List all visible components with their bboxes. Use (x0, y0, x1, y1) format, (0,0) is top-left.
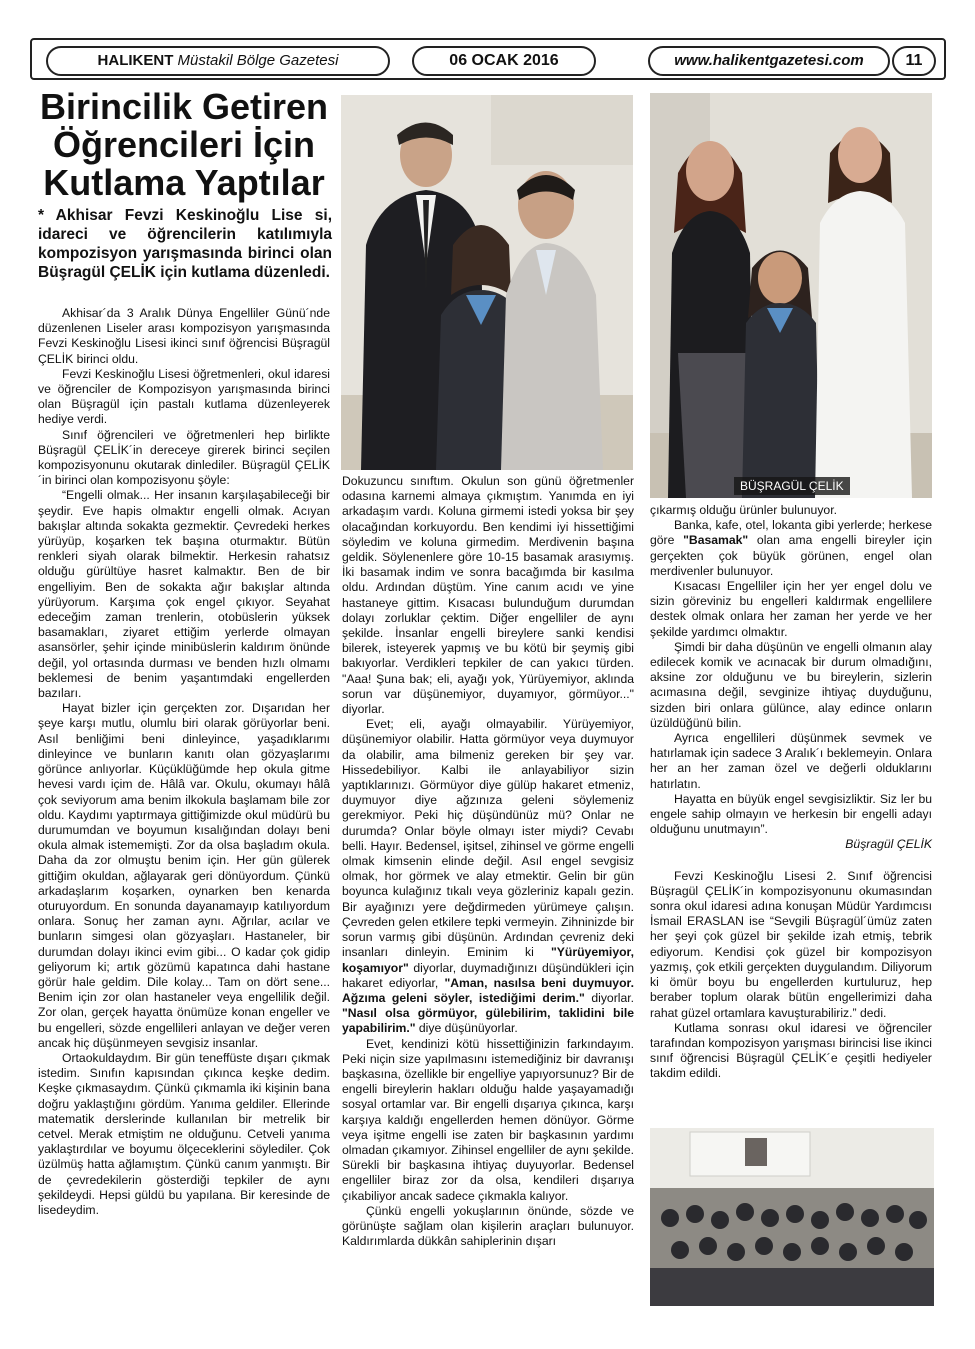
text-run: diyorlar, duymadığınızı düşündükleri için hakaret ediyorlar, (342, 960, 634, 990)
paragraph (650, 518, 932, 579)
photo-teachers-with-student (341, 95, 633, 470)
paragraph: “Engelli olmak... Her insanın karşılaşabileceği bir şeydir. Eve hapis olmaktır engelli olmak. Acıyan bakışlar altında sokakta gezmektir. Çevredeki herkes yürüyüp, koşarken tek başına oturmaktır. Bütün renkleri siyah olarak bilmektir. Herkesin rahatsız olduğu gürültüye hasret kalmaktır. Ben de bir engelliyim. Ben de sokakta ağır bakışlar altında yürüyorum. Karşıma çok engel çıkıyor. Seyahat edeceğim zaman trenlerin, otobüslerin yüksek basamakları, ziyaret ettiğim yerlerde olmayan asansörler, şehir içinde minibüslerin kaldırım önünde değil, yol ortasında durması ve benden hızlı olmamı beklemesi de benim yaşantımdaki engellerden bazıları. (38, 488, 330, 701)
paragraph: Çünkü engelli yokuşlarının önünde, sözde ve görünüşte sağlam olan kişilerin araçları bulunuyor. Kaldırımlarda dükkân sahiplerinin dışarı (342, 1203, 634, 1249)
text-run: Banka, kafe, otel, lokanta gibi yerlerde; herkese göre (650, 518, 932, 548)
paragraph: Ayrıca engellileri düşünmek sevmek ve hatırlamak için sadece 3 Aralık´ı beklemeyin. Onlara her an her zaman özel ve değerli olduklarını hatırlatın. (650, 731, 932, 791)
paragraph: Şimdi bir daha düşünün ve engelli olmanın alay edilecek komik ve acınacak bir durum olmadığını, aksine zor olduğunu ve bu bireylerin, sizlerin acımasına değil, sevginize ihtiyaç duyduğunu, sizden biri onlara gülünce, alay edince onların üzüldüğünü bilin. (650, 639, 932, 730)
issue-date: 06 OCAK 2016 (412, 46, 596, 76)
quote-bold: "Nasıl olsa görmüyor, gülebilirim, taklidini bile yapabilirim." (342, 1006, 634, 1036)
column-2 (342, 474, 634, 1249)
paragraph: Fevzi Keskinoğlu Lisesi öğretmenleri, okul idaresi ve öğrenciler de Kompozisyon yarışmasında birinci olan Büşragül için pastalı kutlama düzenleyerek hediye verdi. (38, 366, 330, 427)
photo-caption: BÜŞRAGÜL ÇELİK (734, 477, 850, 495)
paragraph: Akhisar´da 3 Aralık Dünya Engelliler Günü´nde düzenlenen Liseler arası kompozisyon yarışmasında Fevzi Keskinoğlu Lisesi ikinci sınıf öğrencisi Büşragül ÇELİK birinci oldu. (38, 306, 330, 366)
quote-bold: "Aman, nasılsa beni duymuyor. Ağzıma geleni söyler, istediğimi derim." (342, 975, 634, 1005)
photo-illustration (650, 93, 932, 498)
text-run: diyorlar. (584, 990, 635, 1005)
photo-illustration (650, 1128, 934, 1306)
paragraph: çıkarmış olduğu ürünler bulunuyor. (650, 503, 837, 517)
paragraph: Ortaokuldaydım. Bir gün teneffüste dışarı çıkmak istedim. Sınıfın kapısından çıkınca keşke dedim. Keşke çıkmasaydım. Çünkü çıkmamla iki kişinin bana doğru yaklaştığını gördüm. Yanıma geldiler. Ellerinde matematik derslerinde kullanılan bir metrelik bir cetvel. Merak etmiştim ne olduğunu. Cetveli yanıma yaklaştırdılar ve boyumu ölçeceklerini söylediler. Çok üzülmüş hatta ağlamıştım. Çünkü canım yanmıştı. Bir de çevredekilerin gösterdiği tepkiler de aynı şekildeydi. Hepsi güldü bu yapılana. Bir keresinde de lisedeydim. (38, 1050, 330, 1217)
website-link[interactable]: www.halikentgazetesi.com (648, 46, 890, 76)
text-run: Evet; eli, ayağı olmayabilir. Yürüyemiyor, düşünemiyor olabilir. Hatta görmüyor veya duymuyor da olabilir, ama bilmeniz gereken bir şey var. Hissedebiliyor. Kalbi ile anlayabiliyor sizin yaptıklarınızı. Görmüyor diye gülüp hakaret etmeniz, duymuyor diye ağzınıza geleni söylemeniz gerekmiyor. Peki hiç düşündünüz mü? Onlar ne durumda? Onlar böyle olmayı ister miydi? Cevabı belli. Hayır. Bedensel, işitsel, zihinsel ve görme engelli olmak kimsenin elinde değil. Asıl engel sevgisiz olmak, hor görmek ve alay etmektir. Gelin bir gün boyunca kulağınız tıkalı veya gözleriniz kapalı gezin. Bir ayağınızı yere değdirmeden yürümeye çalışın. Çevreden gelen etkilere tepki vermeyin. Zihninizde bir sorun varmış gibi düşünün. Ardından çevreniz deki insanları dinleyin. Eminim ki (342, 717, 634, 960)
paragraph: Dokuzuncu sınıftım. Okulun son günü öğretmenler odasına karnemi almaya çıkmıştım. Yanımda en iyi arkadaşım vardı. Koluna girmemi istedi yoksa bir şey olacağından korkuyordu. Ben kendimi iyi hissettiğimi söyledim ve koluna girmedim. Merdivenin başına geldik. Söylenenlere göre 10-15 basamak arasıymış. İki basamak indim ve sonra bacağımda bir kasılma oldu. Ardından düştüm. Yine canım acıdı ve yine hastaneye gittim. Kısacası bulunduğum durumdan dolayı zorluklar çektim. Diğer engelliler de aynı şekilde. İnsanlar engelli bireylere sanki kendisi bilerek, isteyerek yapmış ve bu kötü bir şeymiş gibi bakıyorlar. Verdikleri tepkiler de can yakıcı türden. "Aaa! Şuna bak; eli, ayağı yok, Yürüyemiyor, aklında sorun var düşünemiyor, duyamıyor, görmüyor..." diyorlar. (342, 474, 634, 717)
paragraph: Sınıf öğrencileri ve öğretmenleri hep birlikte Büşragül ÇELİK´in dereceye girerek birinci seçilen kompozisyonunu okutarak dinlediler. Büşragül ÇELİK´in birinci olan kompozisyonu şöyle: (38, 427, 330, 488)
column-3 (650, 503, 932, 1082)
paragraph (342, 717, 634, 1036)
paper-name: HALIKENT (97, 52, 174, 69)
quote-bold: "Basamak" (683, 533, 749, 548)
text-run: olan ama engelli bireyler için gerçekten çok büyük görünen, engel olan merdivenler bulunuyor. (650, 533, 932, 578)
page-number: 11 (892, 46, 936, 76)
paragraph: Hayatta en büyük engel sevgisizliktir. Siz ler bu engele sahip olmayın ve herkesin bir engelli adayı olduğunu unutmayın”. (650, 791, 932, 837)
paragraph: Kutlama sonrası okul idaresi ve öğrenciler tarafından kompozisyon yarışması birincisi lise ikinci sınıf öğrencisi Büşragül ÇELİK´e çeşitli hediyeler takdim edildi. (650, 1020, 932, 1081)
article-lead: * Akhisar Fevzi Keskinoğlu Lise si, idareci ve öğrencilerin katılımıyla kompozisyon yarışmasında birinci olan Büşragül ÇELİK için kutlama düzenledi. (38, 207, 332, 281)
paragraph: Hayat bizler için gerçekten zor. Dışarıdan her şeye karşı mutlu, olumlu biri olarak görüyorlar beni. Asıl benliğimi beni dinleyince, yaşadıklarımı dinleyince ve bunların kanıtı olan gözyaşlarımı görünce anlıyorlar. Küçüklüğümde hep okula gitme hevesi vardı içim de. Hâlâ var. Okulu, okumayı hâlâ çok seviyorum ama benim ilkokula başlamam bile zor oldu. Kaydımı yaptırmaya gittiğimizde okul müdürü bu durumumdan ve boyumun kısalığından dolayı beni okula almak istememişti. Zor da olsa başladım okula. Daha da zor olmuştu benim için. Her gün gülerek gittiğim okuldan, ağlayarak geri dönüyordum. Çünkü arkadaşlarım koşarken, oynarken ben kenarda oturuyordum. En sonunda dayanamayıp katılıyordum onlara. Sonuç her zaman aynı. Ağrılar, acılar ve bunların simgesi olan gözyaşları. Hastaneler, bir durumdan dolayı ikinci evim gibi... O kadar çok gidip geliyorum ki; artık gözümü kapatınca dahi hastane görür hale geldim. Dile kolay... Tam on dört sene... Benim için zor olan hastaneler veya engellilik değil. Zor olan, gerçek hayatta önümüze konan engeller ve bu engelleri, sözde engellileri anlayan ve değer veren ancak hiç düşünmeyen sevgisiz insanlar. (38, 701, 330, 1050)
photo-student-with-teachers (650, 93, 932, 498)
text-run: diye düşünüyorlar. (415, 1021, 518, 1036)
photo-class-group (650, 1128, 934, 1306)
paragraph: Fevzi Keskinoğlu Lisesi 2. Sınıf öğrencisi Büşragül ÇELİK´in kompozisyonunu okumasından sonra okul idaresi adına konuşan Müdür Yardımcısı İsmail ERASLAN ise “Sevgili Büşragül´ümüz zaten her şeyi çok güzel bir şekilde izah etmiş, tebrik ediyorum. Kendisi çok güzel bir kompozisyon yazmış, çok etkili gerçekten duygulandım. Diliyorum ki ömür boyu bu engellerden kurtuluruz, hep beraber toplum olarak bütün engellerimizi daha rahat güzel ortamlara kavuşturabiliriz.” dedi. (650, 868, 932, 1020)
quote-bold: "Yürüyemiyor, koşamıyor" (342, 945, 634, 975)
photo-illustration (341, 95, 633, 470)
column-1 (38, 306, 330, 1218)
masthead-bar (30, 38, 946, 80)
article-title: Birincilik Getiren Öğrencileri İçin Kutlama Yaptılar (39, 86, 329, 203)
paragraph: Kısacası Engelliler için her yer engel dolu ve sizin göreviniz bu engelleri kaldırmak engellilere destek olmak onlara her zaman her yerde ve her şekilde yardımcı olmaktır. (650, 579, 932, 639)
signature: Büşragül ÇELİK (845, 837, 932, 852)
paper-name-pill (46, 46, 390, 76)
paragraph: Evet, kendinizi kötü hissettiğinizin farkındayım. Peki niçin size yapılmasını istemediğiniz bir davranışı başkasına, özellikle bir engelliye yapıyorsunuz? Bir de engelli bireylerin hakları olduğu halde yaşayamadığı sosyal ortamlar var. Bir engelli dışarıya çıkınca, karşı karşıya kaldığı engellerden hemen dönüyor. Görme veya işitme engelli ise zaten bir başkasının yardımı olmadan çıkamıyor. Zihinsel engelliler de aynı şekilde. Sürekli bir başkasına ihtiyaç duyuyorlar. Bedensel engelliler biraz zor da olsa, kendileri dışarıya çıkabiliyor ancak sadece çıkmakla kalıyor. (342, 1036, 634, 1203)
paper-tagline: Müstakil Bölge Gazetesi (177, 52, 339, 69)
